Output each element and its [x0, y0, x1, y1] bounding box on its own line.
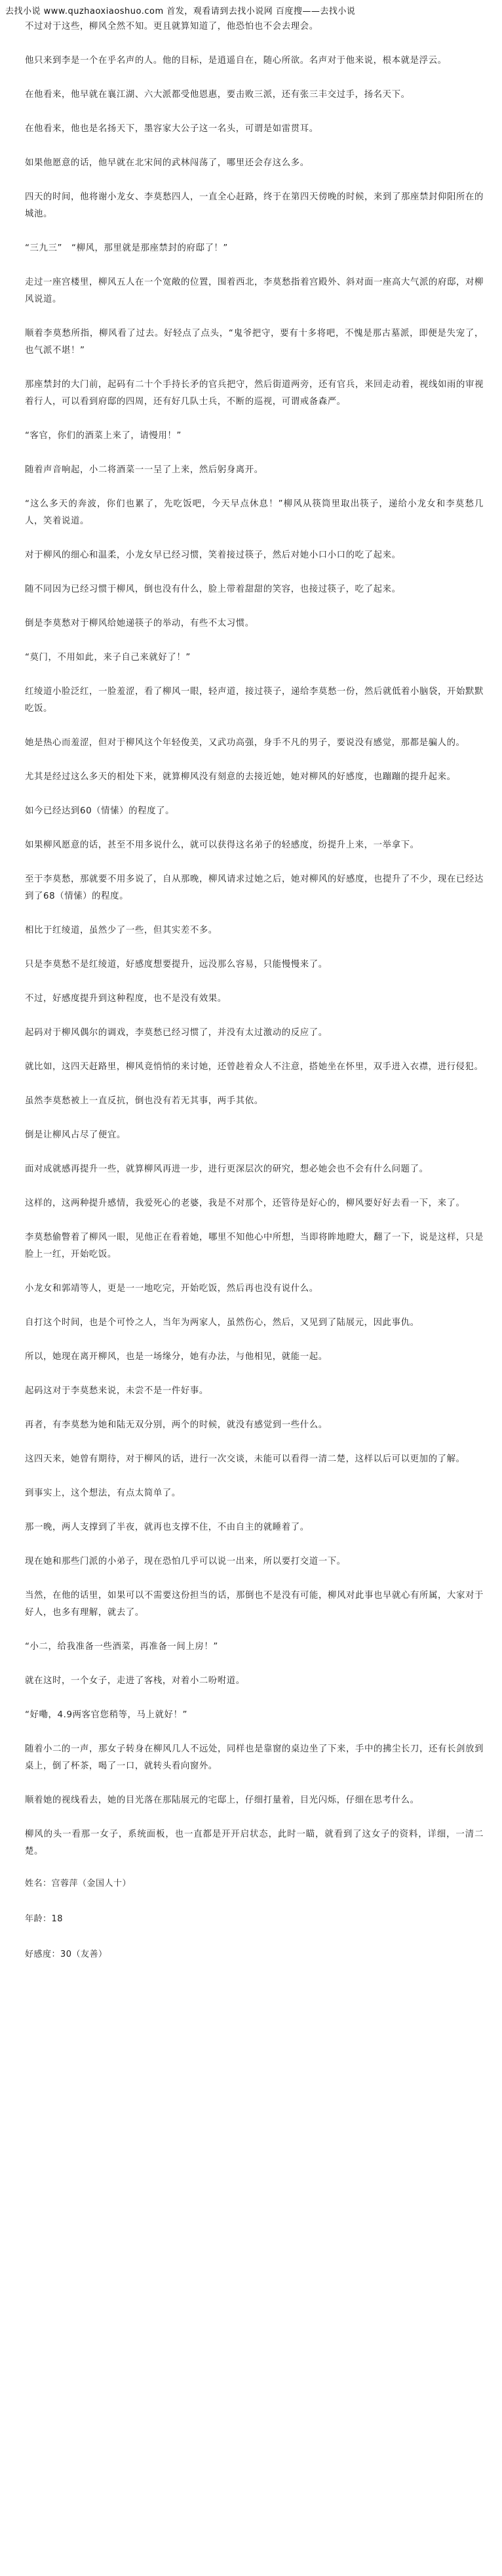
site-banner: 去找小说 www.quzhaoxiaoshuo.com 首发，观看请到去找小说网 百度搜——去找小说 [5, 7, 356, 16]
paragraph: 倒是让柳风占尽了便宜。 [25, 1130, 126, 1140]
paragraph: 尤其是经过这么多天的相处下来，就算柳风没有刻意的去接近她，她对柳风的好感度，也蹦蹦的提升起来。 [25, 772, 456, 782]
paragraph: 随着小二的一声，那女子转身在柳风几人不远处，同样也是靠窗的桌边坐了下来，手中的拂尘长刀，还有长剑放到桌上，倒了杯茶，喝了一口，就转头看向窗外。 [25, 1744, 484, 1771]
paragraph: 不过，好感度提升到这种程度，也不是没有效果。 [25, 994, 227, 1004]
paragraph: 红绫道小脸泛红，一脸羞涩，看了柳风一眼，轻声道，接过筷子，递给李莫愁一份，然后就低着小脑袋，开始默默吃饭。 [25, 687, 484, 714]
paragraph: 就比如，这四天赶路里，柳风竟悄悄的来讨她，还曾趁着众人不注意，搭她坐在怀里，双手进入衣襟，进行侵犯。 [25, 1062, 484, 1072]
paragraph: 走过一座宫楼里，柳风五人在一个宽敞的位置，围着西北，李莫愁指着宫殿外、斜对面一座高大气派的府邸，对柳风说道。 [25, 277, 484, 304]
paragraph: 相比于红绫道，虽然少了一些，但其实差不多。 [25, 926, 218, 935]
paragraph: 随着声音响起，小二将酒菜一一呈了上来，然后躬身离开。 [25, 465, 263, 475]
paragraph: 如今已经达到60（情愫）的程度了。 [25, 806, 175, 816]
paragraph: 顺着李莫愁所指，柳风看了过去。好轻点了点头，“鬼爷把守，要有十多将吧，不愧是那古墓派，即便是失宠了，也气派不堪！” [25, 329, 484, 356]
paragraph: “好嘞，4.9两客官您稍等，马上就好！” [25, 1710, 188, 1720]
paragraph: 再者，有李莫愁为她和陆无双分别，两个的时候，就没有感觉到一些什么。 [25, 1420, 328, 1430]
paragraph: 如果柳风愿意的话，甚至不用多说什么，就可以获得这名弟子的轻感度，纷提升上来，一举拿下。 [25, 840, 419, 850]
paragraph: “莫门，不用如此，来子自己来就好了！” [25, 653, 191, 663]
paragraph: 随不同因为已经习惯于柳风，倒也没有什么，脸上带着甜甜的笑容，也接过筷子，吃了起来。 [25, 584, 401, 594]
paragraph: 李莫愁偷瞥着了柳风一眼，见他正在看着她，哪里不知他心中所想，当即将眸地瞪大，翻了一下，说是这样，只是脸上一红，开始吃饭。 [25, 1233, 484, 1259]
paragraph: 所以，她现在离开柳风，也是一场缘分，她有办法，与他相见，就能一起。 [25, 1352, 328, 1362]
paragraph: 起码对于柳风偶尔的调戏，李莫愁已经习惯了，并没有太过激动的反应了。 [25, 1028, 328, 1038]
paragraph: 当然，在他的话里，如果可以不需要这份担当的话，那倒也不是没有可能，柳风对此事也早就心有所属，大家对于好人，也多有理解，就去了。 [25, 1591, 484, 1618]
paragraph: 柳风的头一看那一女子，系统面板，也一直都是开开启状态，此时一瞄，就看到了这女子的资料，详细，一清二楚。 [25, 1830, 484, 1856]
paragraph: 那座禁封的大门前，起码有二十个手持长矛的官兵把守，然后街道两旁，还有官兵，来回走动着，视线如雨的审视着行人，可以看到府邸的四周，还有好几队士兵，不断的巡视，可谓戒备森严。 [25, 380, 484, 407]
paragraph: 只是李莫愁不是红绫道，好感度想要提升，远没那么容易，只能慢慢来了。 [25, 960, 328, 970]
paragraph: “这么多天的奔波，你们也累了，先吃饭吧，今天早点休息！”柳风从筷筒里取出筷子，递给小龙女和李莫愁几人，笑着说道。 [25, 499, 484, 526]
profile-favor: 好感度：30（友善） [25, 1950, 107, 1959]
paragraph: 现在她和那些门派的小弟子，现在恐怕几乎可以说一出来，所以要打交道一下。 [25, 1557, 346, 1566]
paragraph: 他只来到李是一个在乎名声的人。他的目标，是逍遥自在，随心所欲。名声对于他来说，根本就是浮云。 [25, 56, 447, 66]
paragraph: 这样的，这两种提升感情，我爱死心的老婆，我是不对那个，还管待是好心的，柳风要好好去看一下，来了。 [25, 1198, 465, 1208]
paragraph: “小二，给我准备一些酒菜，再准备一间上房！” [25, 1642, 218, 1652]
paragraph: 小龙女和郭靖等人，更是一一地吃完，开始吃饭，然后再也没有说什么。 [25, 1284, 319, 1294]
paragraph: 在他看来，他也是名扬天下，墨容家大公子这一名头，可谓是如雷贯耳。 [25, 124, 319, 134]
paragraph: “三九三” “柳风，那里就是那座禁封的府邸了！” [25, 243, 228, 253]
paragraph: 这四天来，她曾有期待，对于柳风的话，进行一次交谈，未能可以看得一清二楚，这样以后可以更加的了解。 [25, 1454, 465, 1464]
paragraph: 面对成就感再提升一些，就算柳风再进一步，进行更深层次的研究，想必她会也不会有什么问题了。 [25, 1164, 429, 1174]
paragraph: 虽然李莫愁被上一直反抗，倒也没有若无其事，两手其依。 [25, 1096, 263, 1106]
paragraph: 她是热心而羞涩，但对于柳风这个年轻俊美，又武功高强，身手不凡的男子，要说没有感觉，那都是骗人的。 [25, 738, 465, 748]
profile-age: 年龄：18 [25, 1914, 64, 1924]
paragraph: 倒是李莫愁对于柳风给她递筷子的举动，有些不太习惯。 [25, 619, 254, 628]
paragraph: “客官，你们的酒菜上来了，请慢用！” [25, 431, 182, 441]
paragraph: 在他看来，他早就在襄江湖、六大派都受他恩惠，要击败三派，还有张三丰交过手，扬名天下。 [25, 90, 410, 100]
paragraph: 那一晚，两人支撑到了半夜，就再也支撑不住，不由自主的就睡着了。 [25, 1523, 309, 1532]
paragraph: 不过对于这些，柳风全然不知。更且就算知道了，他恐怕也不会去理会。 [25, 22, 319, 31]
paragraph: 到事实上，这个想法，有点太简单了。 [25, 1488, 181, 1498]
paragraph: 就在这时，一个女子，走进了客栈，对着小二吩咐道。 [25, 1676, 245, 1686]
profile-name: 姓名：宫蓉萍（金国人十） [25, 1879, 132, 1889]
paragraph: 对于柳风的细心和温柔，小龙女早已经习惯，笑着接过筷子，然后对她小口小口的吃了起来。 [25, 550, 401, 560]
paragraph: 如果他愿意的话，他早就在北宋间的武林闯荡了，哪里还会存这么多。 [25, 158, 309, 168]
paragraph: 四天的时间，他将谢小龙女、李莫愁四人，一直全心赶路，终于在第四天傍晚的时候，来到了那座禁封仰阳所在的城池。 [25, 192, 484, 219]
paragraph: 自打这个时间，也是个可怜之人，当年为两家人，虽然伤心，然后，又见到了陆展元，因此事仇。 [25, 1318, 419, 1328]
paragraph: 顺着她的视线看去，她的目光落在那陆展元的宅邸上，仔细打量着，目光闪烁，仔细在思考什么。 [25, 1795, 419, 1805]
chapter-body [0, 18, 502, 1961]
paragraph: 起码这对于李莫愁来说，未尝不是一件好事。 [25, 1386, 208, 1396]
paragraph: 至于李莫愁，那就要不用多说了，自从那晚，柳风请求过她之后，她对柳风的好感度，也提升了不少，现在已经达到了68（情愫）的程度。 [25, 874, 484, 901]
